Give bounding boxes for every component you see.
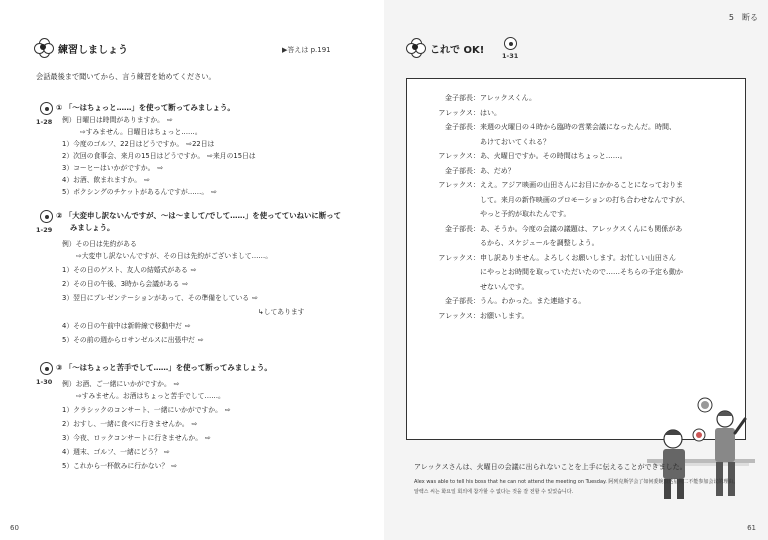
page-number: 60 — [10, 524, 19, 532]
dialogue-box — [406, 78, 746, 440]
speaker-name: アレックス — [438, 181, 473, 189]
arrow-icon: ⇨ — [182, 280, 189, 288]
dialogue-text: して。来月の新作映画のプロモーションの打ち合わせなんですが、 — [480, 195, 690, 204]
exercise-line: 1）今度のゴルフ、22日はどうですか。 ⇨22日は — [62, 140, 215, 148]
speaker-separator: ： — [473, 94, 480, 102]
dialogue-line — [415, 209, 570, 219]
dialogue-line — [415, 180, 683, 190]
chapter-header: 5 断る — [728, 13, 758, 22]
dialogue-line — [415, 122, 676, 132]
arrow-icon: ⇨ — [224, 406, 231, 414]
answer-reference: ▶答えは p.191 — [282, 46, 331, 54]
exercise-line: 3）翌日にプレゼンテーションがあって、その準備をしている ⇨ — [62, 294, 258, 302]
dialogue-line — [415, 224, 682, 234]
speaker-separator — [473, 196, 480, 204]
section-heading: ③ 「〜はちょっと苦手でして……」を使って断ってみましょう。 — [56, 363, 272, 372]
page-number: 61 — [747, 524, 756, 532]
speaker-name: 金子部長 — [445, 166, 473, 175]
exercise-line: ⇨すみません。日曜日はちょっと……。 — [80, 128, 202, 136]
arrow-icon: ⇨ — [252, 294, 258, 302]
arrow-icon: ⇨ — [166, 116, 173, 124]
dialogue-line — [415, 296, 585, 306]
exercise-line: 例）その日は先約がある — [62, 240, 137, 248]
dialogue-text: あ、だめ？ — [480, 166, 515, 175]
dialogue-text: やっと予約が取れたんです。 — [480, 210, 571, 218]
speaker-name: 金子部長 — [445, 94, 473, 102]
dialogue-line — [415, 108, 501, 118]
speaker-name: 金子部長 — [445, 297, 473, 305]
arrow-icon: ⇨ — [191, 420, 198, 428]
speaker-name: 金子部長 — [445, 224, 473, 233]
summary-text: アレックスさんは、火曜日の会議に出られないことを上手に伝えることができました。 — [414, 463, 687, 471]
exercise-line: 2）次回の食事会、来月の15日はどうですか。 ⇨来月の15日は — [62, 152, 256, 160]
speaker-separator: ： — [473, 108, 480, 117]
dialogue-text: あけておいてくれる？ — [480, 137, 550, 146]
dialogue-line — [415, 282, 528, 292]
dialogue-text: せないんです。 — [480, 282, 529, 291]
flower-icon — [34, 38, 52, 56]
arrow-icon: ⇨ — [184, 322, 191, 330]
dialogue-text: にやっとお時間を取っていただいたので……そちらの予定も動か — [480, 268, 683, 276]
arrow-icon: ⇨ — [171, 462, 178, 470]
cd-icon — [40, 210, 53, 223]
track-number: 1-29 — [36, 226, 53, 234]
dialogue-text: はい。 — [480, 108, 501, 117]
arrow-icon: ⇨ — [197, 336, 204, 344]
dialogue-line — [415, 166, 515, 176]
exercise-line: 4）お酒、飲まれますか。 ⇨ — [62, 176, 150, 184]
dialogue-line — [415, 253, 676, 263]
dialogue-text: 来週の火曜日の４時から臨時の営業会議になったんだ。時間、 — [480, 123, 676, 131]
right-page — [384, 0, 768, 540]
exercise-line: 2）その日の午後、3時から会議がある ⇨ — [62, 280, 189, 288]
track-number: 1-28 — [36, 118, 53, 126]
arrow-icon: ⇨ — [157, 164, 164, 172]
dialogue-text: あ、そうか。今度の会議の議題は、アレックスくんにも関係があ — [480, 224, 683, 233]
dialogue-line — [415, 267, 683, 277]
speaker-name: アレックス — [438, 108, 473, 117]
translation-line: 알렉스 씨는 화요일 회의에 참가할 수 없다는 것을 잘 전할 수 있었습니다. — [414, 489, 574, 495]
exercise-line: 5）これから一杯飲みに行かない？ ⇨ — [62, 462, 178, 470]
dialogue-text: アレックスくん。 — [480, 94, 536, 102]
dialogue-text: るから、スケジュールを調整しよう。 — [480, 239, 599, 247]
speaker-name: アレックス — [438, 253, 473, 262]
section-heading: ② 「大変申し訳ないんですが、〜は〜まして/でして……」を使ってていねいに断って — [56, 211, 341, 220]
exercise-line: 3）コーヒーはいかがですか。 ⇨ — [62, 164, 164, 172]
exercise-line: 5）ボクシングのチケットがあるんですが……。 ⇨ — [62, 188, 218, 196]
exercise-line: 1）クラシックのコンサート、一緒にいかがですか。 ⇨ — [62, 406, 231, 414]
arrow-icon: ⇨ — [173, 380, 180, 388]
speaker-separator: ： — [473, 123, 480, 131]
exercise-line: 4）週末、ゴルフ、一緒にどう？ ⇨ — [62, 448, 170, 456]
dialogue-line — [415, 151, 627, 161]
arrow-icon: ⇨ — [211, 188, 218, 196]
dialogue-text: うん。わかった。また連絡する。 — [480, 297, 586, 305]
arrow-icon: ⇨ — [205, 434, 211, 442]
speaker-separator — [473, 138, 480, 146]
page-title: 練習しましょう — [58, 45, 128, 56]
flower-icon — [406, 38, 424, 56]
arrow-icon: ⇨ — [207, 152, 213, 160]
exercise-line: 5）その前の週からロサンゼルスに出張中だ ⇨ — [62, 336, 204, 344]
cd-icon — [40, 102, 53, 115]
correction-note: ↳してあります — [258, 308, 305, 316]
instruction-text: 会話最後まで聞いてから、言う練習を始めてください。 — [36, 72, 216, 81]
speaker-separator: ： — [473, 297, 480, 305]
exercise-line: 例）日曜日は時間がありますか。 ⇨ — [62, 116, 173, 124]
speaker-separator: ： — [473, 152, 480, 160]
speaker-name: アレックス — [438, 311, 473, 320]
cd-icon — [504, 37, 517, 50]
dialogue-line — [415, 137, 550, 147]
exercise-line: 3）今夜、ロックコンサートに行きませんか。 ⇨ — [62, 434, 211, 442]
speaker-name: 金子部長 — [445, 123, 473, 131]
dialogue-line — [415, 311, 528, 321]
dialogue-line — [415, 93, 536, 103]
dialogue-text: あ、火曜日ですか。その時間はちょっと……。 — [480, 152, 627, 160]
exercise-line: 4）その日の午前中は新幹線で移動中だ ⇨ — [62, 322, 191, 330]
speaker-separator: ： — [473, 224, 480, 233]
dialogue-line — [415, 195, 689, 205]
exercise-line: 2）おすし、一緒に食べに行きませんか。 ⇨ — [62, 420, 198, 428]
exercise-line: ⇨すみません。お酒はちょっと苦手でして……。 — [76, 392, 225, 400]
speaker-name: アレックス — [438, 152, 473, 160]
translation-line: Alex was able to tell his boss that he can not attend the meeting on Tuesday. 阿列克斯学会了如何委婉表达星期二不能参加会议的理由。 — [414, 479, 739, 485]
dialogue-line — [415, 238, 599, 248]
speaker-separator — [473, 210, 480, 218]
speaker-separator — [473, 239, 480, 247]
arrow-icon: ⇨ — [163, 448, 170, 456]
office-illustration — [643, 391, 759, 507]
page-title: これで OK! — [430, 45, 485, 56]
speaker-separator: ： — [473, 181, 480, 189]
speaker-separator: ： — [473, 253, 480, 262]
track-number: 1-30 — [36, 378, 53, 386]
exercise-line: 1）その日のゲスト、友人の結婚式がある ⇨ — [62, 266, 197, 274]
speaker-separator: ： — [473, 311, 480, 320]
speaker-separator: ： — [473, 166, 480, 175]
arrow-icon: ⇨ — [190, 266, 197, 274]
exercise-line: 例）お酒、ご一緒にいかがですか。 ⇨ — [62, 380, 180, 388]
section-heading: ① 「〜はちょっと……」を使って断ってみましょう。 — [56, 103, 235, 112]
dialogue-text: 申し訳ありません。よろしくお願いします。お忙しい山田さん — [480, 253, 676, 262]
cd-icon — [40, 362, 53, 375]
speaker-separator — [473, 268, 480, 276]
arrow-icon: ⇨ — [186, 140, 193, 148]
speaker-separator — [473, 283, 480, 291]
arrow-icon: ⇨ — [144, 176, 150, 184]
exercise-line: ⇨大変申し訳ないんですが、その日は先約がございまして……。 — [76, 252, 273, 260]
track-number: 1-31 — [502, 52, 519, 60]
section-heading-continued: みましょう。 — [70, 223, 115, 232]
dialogue-text: お願いします。 — [480, 311, 529, 320]
dialogue-text: ええ。アジア映画の山田さんにお目にかかることになっておりま — [480, 181, 684, 189]
